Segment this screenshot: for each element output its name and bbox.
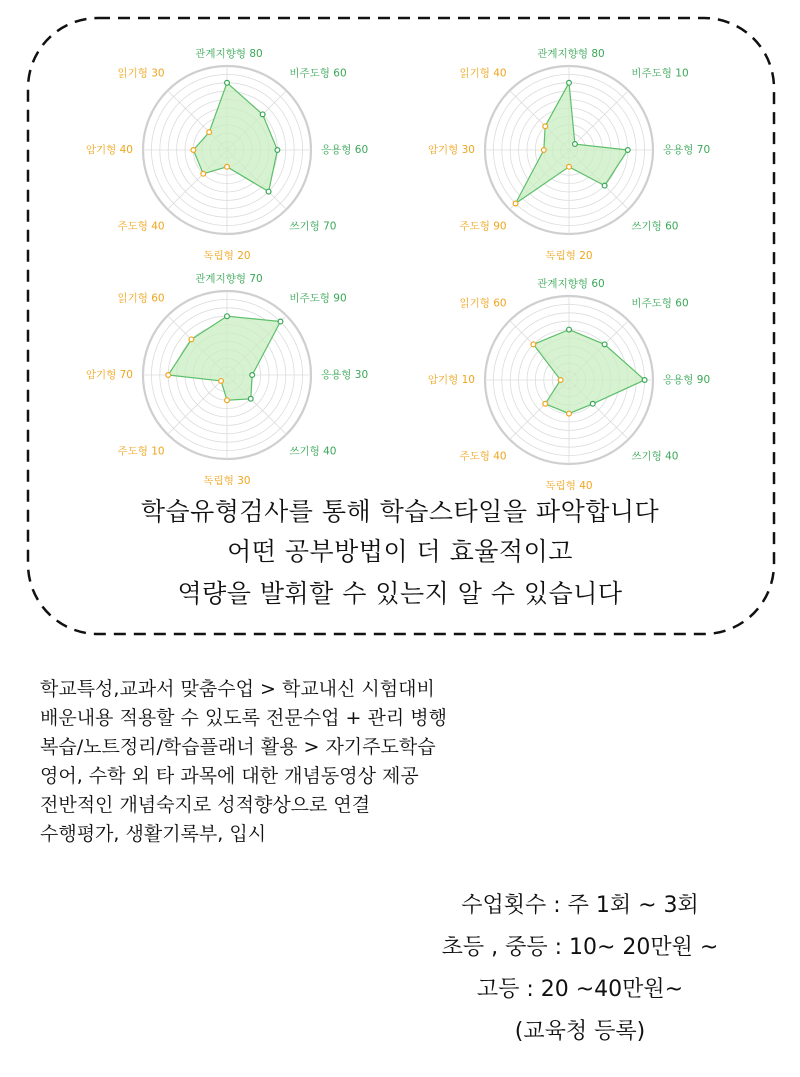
radar-point [266, 189, 271, 194]
radar-point [250, 373, 255, 378]
radar-axis-label: 읽기형 60 [459, 297, 507, 310]
radar-point [513, 201, 518, 206]
radar-axis-label: 쓰기형 70 [289, 220, 337, 233]
radar-axis-label: 암기형 30 [427, 144, 475, 156]
radar-point [189, 337, 194, 342]
radar-axis-label: 관계지향형 80 [195, 48, 263, 60]
radar-axis-label: 관계지향형 70 [195, 273, 263, 285]
radar-data-area [516, 83, 628, 204]
pricing-sessions: 수업횟수 : 주 1회 ~ 3회 [461, 893, 699, 918]
radar-chart-4 [412, 270, 742, 494]
radar-axis-label: 독립형 20 [203, 250, 251, 260]
pricing-high: 고등 : 20 ~40만원~ [476, 977, 684, 1002]
radar-axis-label: 읽기형 60 [117, 292, 165, 305]
radar-chart-3-svg [70, 265, 400, 485]
radar-point [260, 112, 265, 117]
radar-point [225, 164, 230, 169]
description-line: 수행평가, 생활기록부, 입시 [40, 823, 267, 845]
radar-axis-label: 쓰기형 40 [631, 450, 679, 463]
radar-axis-label: 쓰기형 40 [289, 445, 337, 458]
description-line: 학교특성,교과서 맞춤수업 > 학교내신 시험대비 [40, 678, 435, 700]
radar-point [225, 398, 230, 403]
radar-point [207, 130, 212, 135]
radar-data-area [168, 316, 280, 400]
radar-axis-label: 주도형 90 [459, 220, 507, 233]
radar-axis-label: 암기형 70 [85, 369, 133, 381]
description-line: 배운내용 적용할 수 있도록 전문수업 + 관리 병행 [40, 707, 447, 729]
radar-point [567, 327, 572, 332]
radar-point [558, 378, 563, 383]
radar-axis-label: 비주도형 10 [631, 67, 689, 80]
radar-axis-label: 응용형 70 [663, 144, 711, 156]
radar-point [625, 148, 630, 153]
radar-point [248, 396, 253, 401]
radar-axis-label: 암기형 10 [427, 374, 475, 386]
radar-axis-label: 비주도형 60 [289, 67, 347, 80]
radar-axis-label: 관계지향형 60 [537, 278, 605, 290]
radar-chart-2 [412, 40, 742, 264]
radar-axis-label: 독립형 40 [545, 480, 593, 490]
radar-axis-label: 비주도형 90 [289, 292, 347, 305]
radar-point [573, 142, 578, 147]
radar-point [642, 378, 647, 383]
caption-line-3: 역량을 발휘할 수 있는지 알 수 있습니다 [177, 579, 623, 608]
radar-axis-label: 독립형 20 [545, 250, 593, 260]
radar-point [278, 319, 283, 324]
radar-point [166, 373, 171, 378]
radar-point [541, 148, 546, 153]
radar-axis-label: 응용형 90 [663, 374, 711, 386]
radar-point [602, 342, 607, 347]
radar-chart-3 [70, 265, 400, 489]
radar-chart-2-svg [412, 40, 742, 260]
radar-data-area [533, 330, 644, 414]
radar-axis-label: 주도형 10 [117, 445, 165, 458]
description-list [40, 675, 447, 849]
radar-point [543, 124, 548, 129]
radar-axis-label: 읽기형 30 [117, 67, 165, 80]
radar-point [225, 80, 230, 85]
description-line: 복습/노트정리/학습플래너 활용 > 자기주도학습 [40, 736, 436, 758]
radar-point [567, 80, 572, 85]
pricing-elementary-middle: 초등 , 중등 : 10~ 20만원 ~ [441, 935, 719, 960]
radar-axis-label: 읽기형 40 [459, 67, 507, 80]
radar-data-area [193, 83, 277, 192]
radar-point [531, 342, 536, 347]
radar-point [225, 314, 230, 319]
radar-axis-label: 응용형 30 [321, 369, 369, 381]
radar-point [567, 411, 572, 416]
radar-axis-label: 독립형 30 [203, 475, 251, 485]
radar-axis-label: 주도형 40 [117, 220, 165, 233]
radar-axis-label: 관계지향형 80 [537, 48, 605, 60]
radar-chart-1 [70, 40, 400, 264]
pricing-note: (교육청 등록) [514, 1019, 646, 1044]
radar-axis-label: 암기형 40 [85, 144, 133, 156]
radar-chart-4-svg [412, 270, 742, 490]
radar-point [543, 401, 548, 406]
radar-axis-label: 쓰기형 60 [631, 220, 679, 233]
radar-point [602, 183, 607, 188]
radar-chart-1-svg [70, 40, 400, 260]
caption-line-1: 학습유형검사를 통해 학습스타일을 파악합니다 [140, 497, 660, 526]
radar-point [201, 171, 206, 176]
caption-line-2: 어떤 공부방법이 더 효율적이고 [227, 537, 573, 566]
radar-point [567, 164, 572, 169]
description-line: 영어, 수학 외 타 과목에 대한 개념동영상 제공 [40, 765, 419, 787]
radar-point [275, 148, 280, 153]
radar-point [191, 148, 196, 153]
radar-axis-label: 비주도형 60 [631, 297, 689, 310]
pricing-block [380, 885, 780, 1053]
radar-point [219, 379, 224, 384]
radar-point [590, 401, 595, 406]
radar-axis-label: 응용형 60 [321, 144, 369, 156]
description-line: 전반적인 개념숙지로 성적향상으로 연결 [40, 794, 371, 816]
radar-axis-label: 주도형 40 [459, 450, 507, 463]
